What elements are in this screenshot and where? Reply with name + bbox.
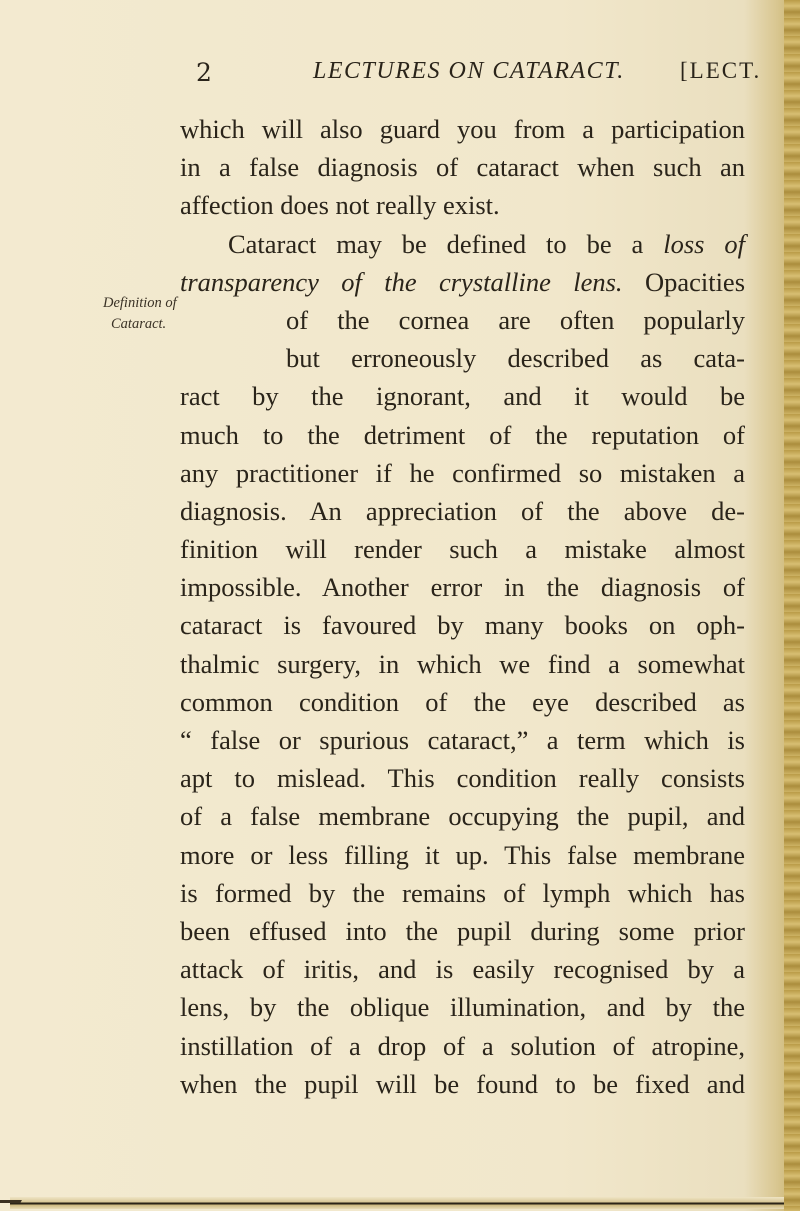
text-line: thalmic surgery, in which we find a somewhat <box>180 648 745 679</box>
text-line: lens, by the oblique illumination, and by the <box>180 992 745 1023</box>
text-line: cataract is favoured by many books on oph- <box>180 610 745 641</box>
text-line: diagnosis. An appreciation of the above de- <box>180 495 745 526</box>
text-line: apt to mislead. This condition really consists <box>180 763 745 794</box>
italic-text: transparency of the crystalline lens. <box>180 266 623 297</box>
text-line: of the cornea are often popularly <box>286 304 745 335</box>
text-line: much to the detriment of the reputation of <box>180 419 745 450</box>
text-line: ract by the ignorant, and it would be <box>180 381 745 412</box>
text-line: any practitioner if he confirmed so mistaken a <box>180 457 745 488</box>
text-line: attack of iritis, and is easily recognised by a <box>180 954 745 985</box>
text-line: finition will render such a mistake almost <box>180 534 745 565</box>
text-line: affection does not really exist. <box>180 190 500 221</box>
text-line: been effused into the pupil during some prior <box>180 915 745 946</box>
text-line: more or less filling it up. This false membrane <box>180 839 745 870</box>
margin-note-line: Definition of <box>103 295 177 311</box>
text-run: Opacities <box>644 266 746 297</box>
page-header <box>196 58 762 98</box>
body-text <box>180 110 745 1103</box>
text-line: in a false diagnosis of cataract when such an <box>180 152 745 183</box>
text-line: which will also guard you from a participation <box>180 114 745 144</box>
text-line: instillation of a drop of a solution of atropine, <box>180 1030 745 1061</box>
text-run: Cataract may be defined to be a <box>228 228 644 259</box>
text-line: but erroneously described as cata- <box>286 343 745 374</box>
italic-text: loss of <box>663 228 745 259</box>
lecture-marker: [LECT. <box>680 58 762 83</box>
page-number: 2 <box>196 58 212 87</box>
text-line: of a false membrane occupying the pupil, and <box>180 801 745 832</box>
margin-note-line: Cataract. <box>111 316 167 332</box>
running-head: LECTURES ON CATARACT. <box>313 58 625 84</box>
text-line <box>180 263 745 301</box>
text-line <box>180 225 745 263</box>
text-line: when the pupil will be found to be fixed and <box>180 1068 745 1099</box>
margin-note <box>103 293 187 335</box>
text-line: impossible. Another error in the diagnosis of <box>180 572 745 603</box>
text-line: “ false or spurious cataract,” a term which is <box>180 725 745 755</box>
gilt-page-edge <box>784 0 800 1211</box>
text-line: common condition of the eye described as <box>180 686 745 717</box>
page-bottom-edge <box>10 1197 784 1209</box>
text-line: is formed by the remains of lymph which has <box>180 877 745 908</box>
